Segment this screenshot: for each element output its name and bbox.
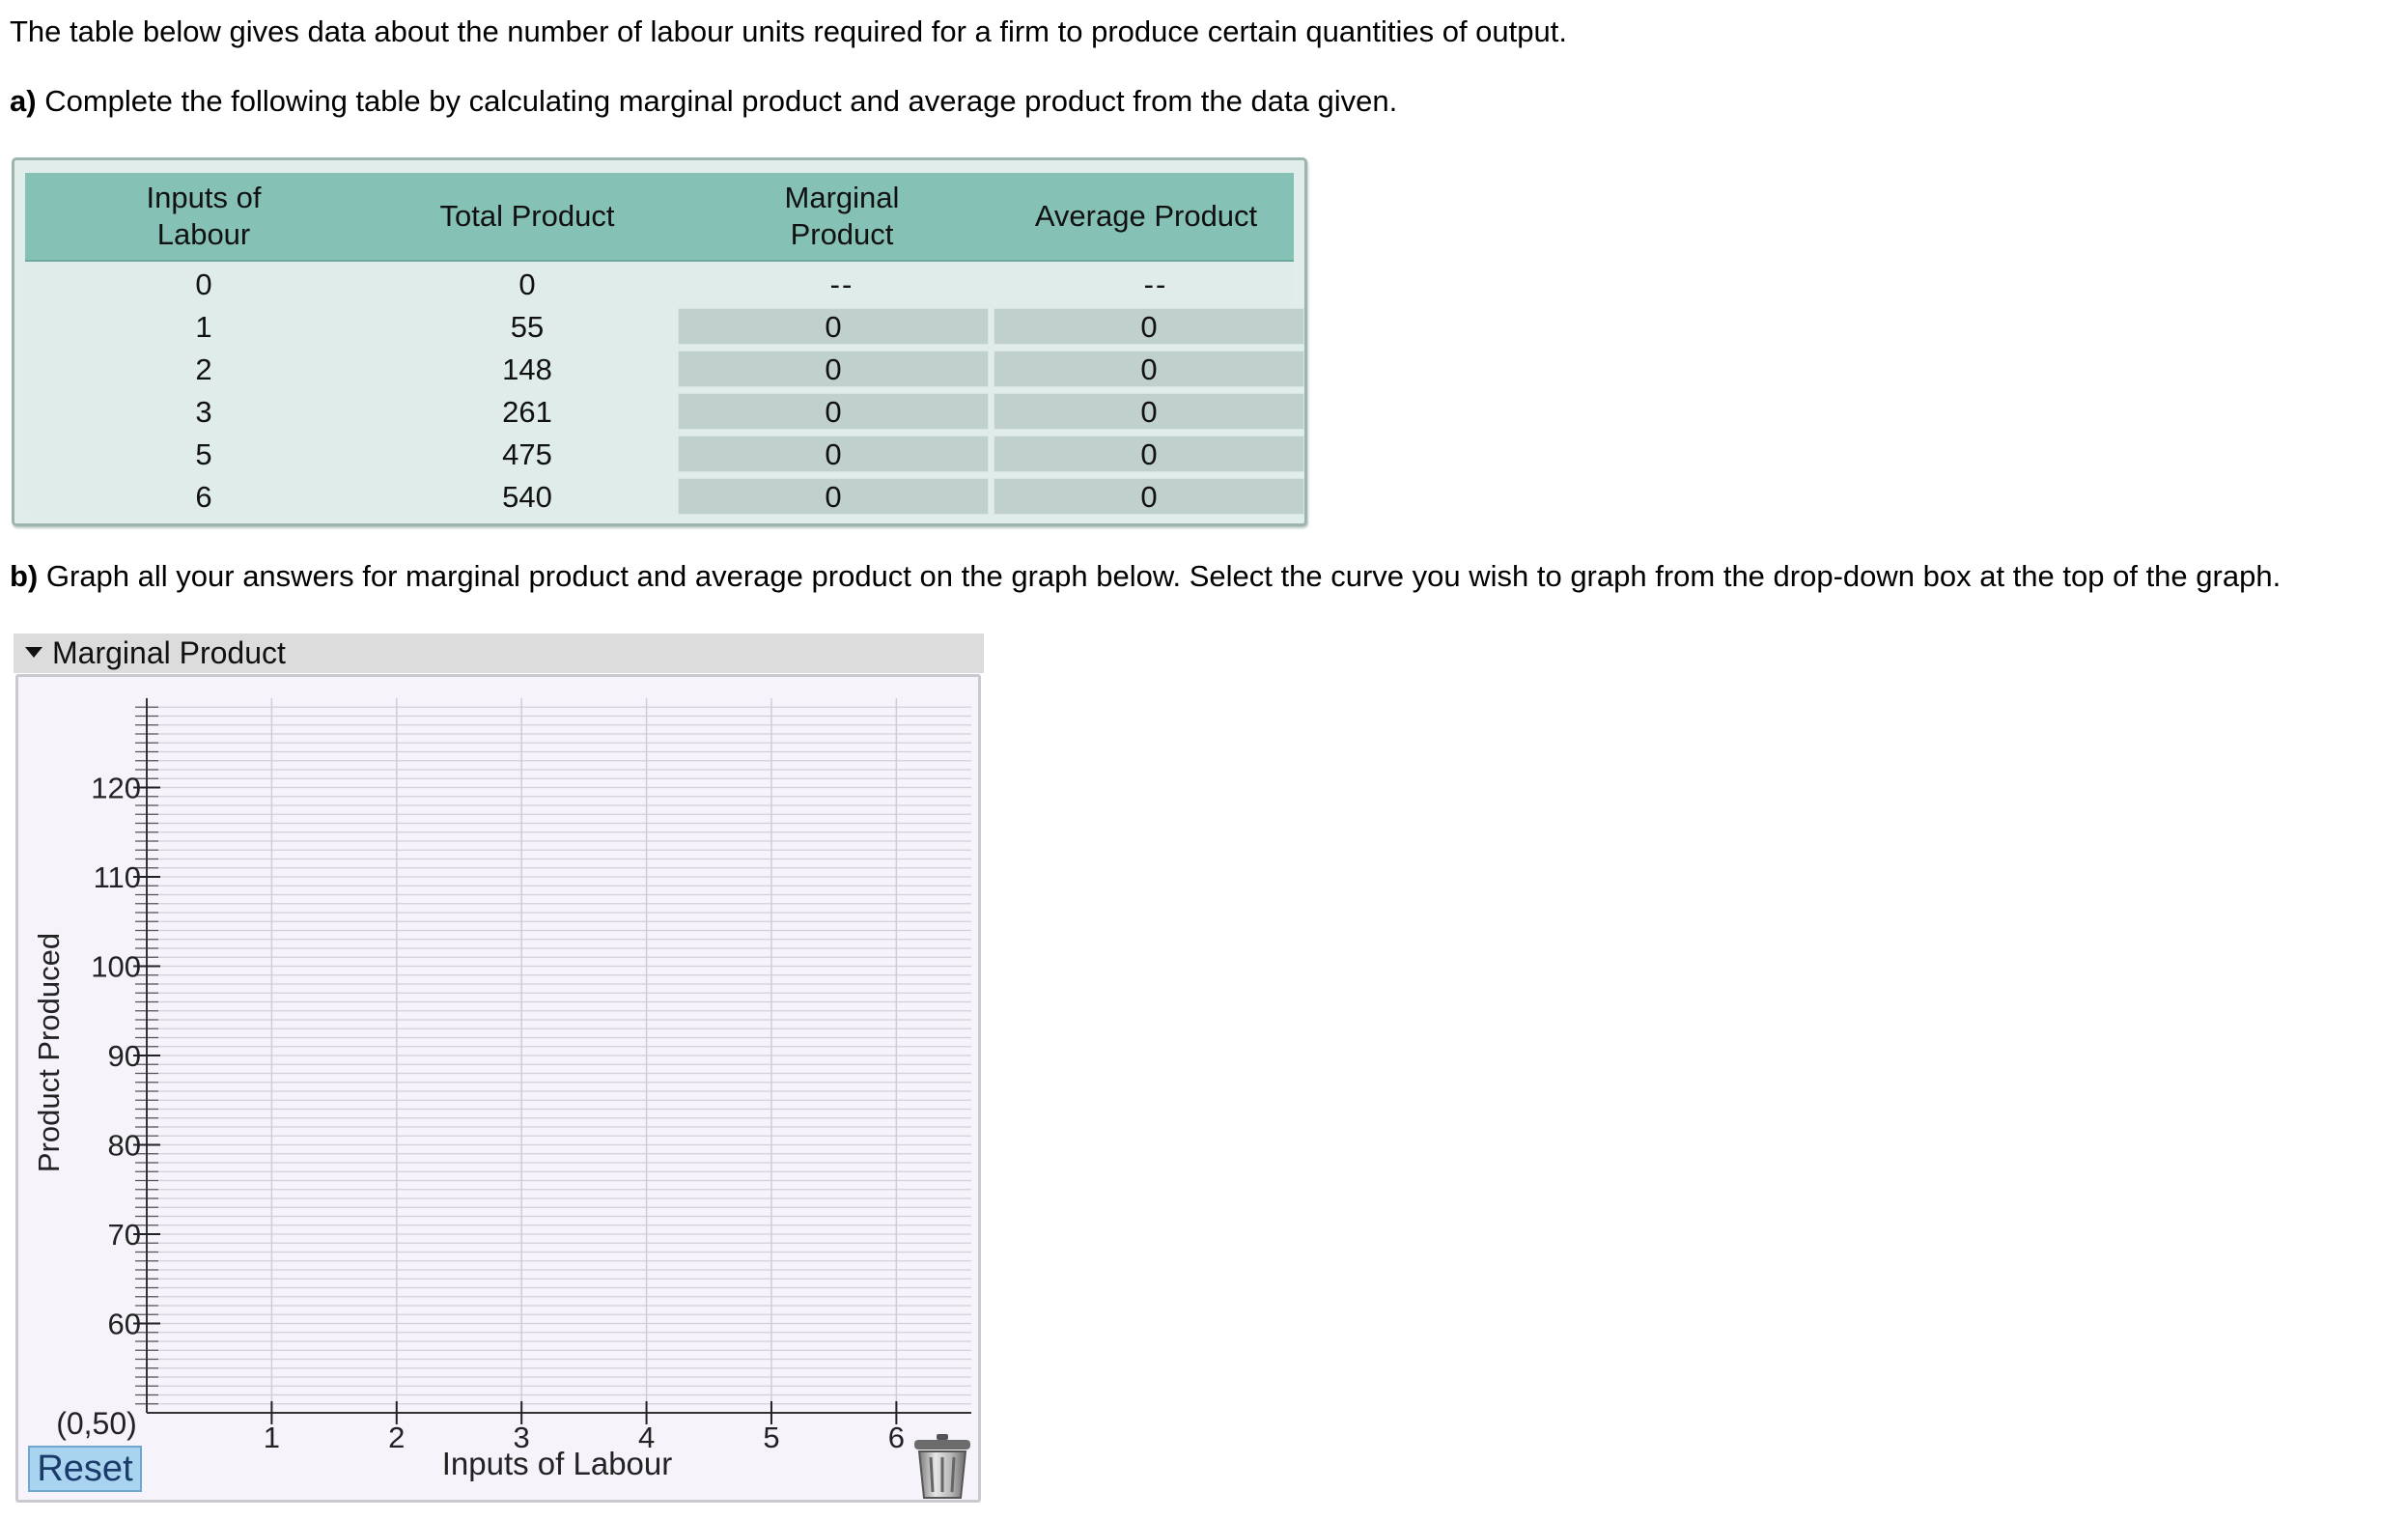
labour-cell: 2: [195, 352, 212, 386]
labour-cell: 5: [195, 437, 212, 471]
header-total-product: Total Product: [439, 199, 615, 233]
total-product-cell: 0: [518, 267, 536, 301]
average-product-cell: --: [1143, 267, 1168, 301]
y-tick-label: 100: [91, 949, 141, 984]
x-tick-label: 5: [763, 1421, 780, 1454]
total-product-cell: 540: [502, 480, 552, 514]
coordinate-readout: (0,50): [56, 1406, 137, 1441]
labour-cell: 1: [195, 310, 212, 344]
average-product-input[interactable]: 0: [994, 436, 1304, 472]
y-tick-label: 70: [107, 1218, 141, 1252]
x-tick-label: 3: [513, 1421, 530, 1454]
x-axis-label: Inputs of Labour: [441, 1446, 673, 1481]
y-axis-label: Product Produced: [32, 932, 66, 1173]
marginal-product-input[interactable]: 0: [678, 436, 989, 472]
y-tick-label: 120: [91, 771, 141, 805]
labour-cell: 3: [195, 395, 212, 429]
y-tick-label: 80: [107, 1128, 141, 1163]
average-product-input[interactable]: 0: [994, 351, 1304, 387]
average-product-input[interactable]: 0: [994, 393, 1304, 430]
reset-button[interactable]: Reset: [28, 1446, 142, 1492]
x-tick-label: 4: [637, 1421, 656, 1454]
average-product-input[interactable]: 0: [994, 478, 1304, 515]
header-average-product: Average Product: [1034, 199, 1258, 233]
y-tick-label: 90: [107, 1039, 141, 1073]
marginal-product-input[interactable]: 0: [678, 308, 989, 345]
labour-cell: 0: [195, 267, 212, 301]
total-product-cell: 148: [502, 352, 552, 386]
y-tick-label: 60: [107, 1307, 141, 1341]
marginal-product-input[interactable]: 0: [678, 393, 989, 430]
marginal-product-input[interactable]: 0: [678, 478, 989, 515]
labour-cell: 6: [195, 480, 212, 514]
total-product-cell: 55: [510, 310, 545, 344]
x-tick-label: 2: [388, 1421, 406, 1454]
y-tick-label: 110: [93, 860, 141, 894]
marginal-product-cell: --: [829, 267, 854, 301]
header-inputs-of-labour: Inputs of Labour: [146, 181, 262, 251]
x-tick-label: 6: [887, 1421, 905, 1454]
average-product-input[interactable]: 0: [994, 308, 1304, 345]
total-product-cell: 475: [502, 437, 552, 471]
curve-select-value: Marginal Product: [52, 635, 286, 670]
x-tick-label: 1: [263, 1421, 281, 1454]
total-product-cell: 261: [502, 395, 552, 429]
part-a-label: a): [10, 84, 37, 118]
part-b-label: b): [10, 559, 39, 593]
part-b-text: Graph all your answers for marginal product and average product on the graph below. Select the curve you wish to graph from the drop-down box at the top of the graph.: [38, 559, 2282, 593]
header-marginal-product: Marginal Product: [784, 181, 900, 251]
marginal-product-input[interactable]: 0: [678, 351, 989, 387]
trash-icon[interactable]: [911, 1432, 973, 1502]
part-a-text: Complete the following table by calculating marginal product and average product from the data given.: [36, 84, 1398, 118]
intro-text: The table below gives data about the number of labour units required for a firm to produce certain quantities of output.: [10, 14, 1567, 48]
